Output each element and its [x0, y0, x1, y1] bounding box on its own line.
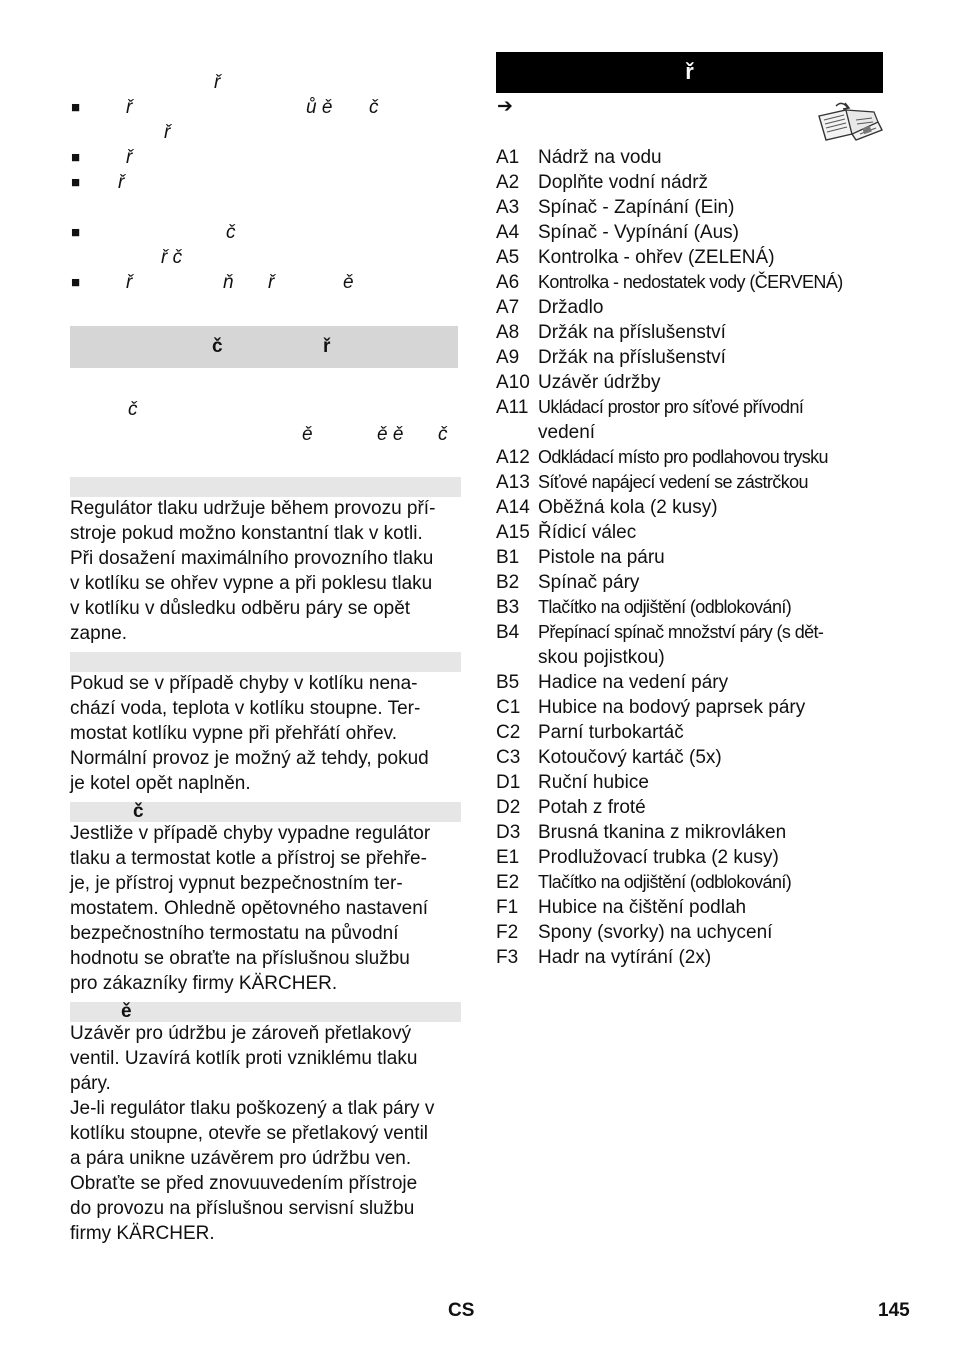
- text-fragment: ů ě: [306, 97, 333, 118]
- legend-code: E1: [496, 847, 520, 868]
- legend-description: Tlačítko na odjištění (odblokování): [538, 872, 792, 892]
- text-line: pro zákazníky firmy KÄRCHER.: [70, 973, 338, 994]
- subsection-band-label: č: [133, 801, 144, 822]
- text-line: Normální provoz je možný až tehdy, pokud: [70, 748, 429, 769]
- text-fragment: ě: [343, 272, 354, 293]
- subsection-band-safety-thermostat: [70, 802, 461, 822]
- legend-description: Hadice na vedení páry: [538, 672, 729, 693]
- text-line: mostat kotlíku vypne při přehřátí ohřev.: [70, 723, 398, 744]
- legend-code: C3: [496, 747, 521, 768]
- legend-code: A14: [496, 497, 530, 518]
- bullet-icon: ■: [71, 224, 81, 241]
- section-header-bar: [496, 52, 883, 93]
- text-fragment: č: [226, 222, 236, 243]
- text-line: a pára unikne uzávěrem pro údržbu ven.: [70, 1148, 412, 1169]
- text-fragment: ř č: [161, 247, 183, 268]
- text-line: Při dosažení maximálního provozního tlaku: [70, 548, 434, 569]
- legend-description: vedení: [538, 422, 596, 443]
- legend-description: Kotoučový kartáč (5x): [538, 747, 722, 768]
- legend-code: A1: [496, 147, 520, 168]
- text-line: do provozu na příslušnou servisní službu: [70, 1198, 415, 1219]
- legend-code: A12: [496, 447, 530, 468]
- text-line: v kotlíku se ohřev vypne a při poklesu tlaku: [70, 573, 433, 594]
- text-fragment: č: [128, 399, 138, 420]
- legend-description: Ukládací prostor pro síťové přívodní: [538, 397, 804, 417]
- pressure-regulator-paragraph: [70, 496, 465, 646]
- text-line: Obraťte se před znovuuvedením přístroje: [70, 1173, 418, 1194]
- text-fragment: ř: [126, 272, 133, 293]
- legend-description: Ruční hubice: [538, 772, 649, 793]
- text-line: Regulátor tlaku udržuje během provozu pří-: [70, 498, 436, 519]
- legend-description: Síťové napájecí vedení se zástrčkou: [538, 472, 808, 492]
- text-fragment: ě: [302, 424, 313, 445]
- text-line: kotlíku stoupne, otevře se přetlakový ventil: [70, 1123, 429, 1144]
- legend-description: Spínač - Vypínání (Aus): [538, 222, 740, 243]
- legend-code: E2: [496, 872, 520, 893]
- legend-code: B4: [496, 622, 520, 643]
- legend-description: Brusná tkanina z mikrovláken: [538, 822, 787, 843]
- legend-code: D2: [496, 797, 521, 818]
- section-heading-fragment: ř: [323, 336, 331, 357]
- text-line: ventil. Uzavírá kotlík proti vzniklému tlaku: [70, 1048, 418, 1069]
- text-line: chází voda, teplota v kotlíku stoupne. Ter-: [70, 698, 421, 719]
- legend-description: Potah z froté: [538, 797, 646, 818]
- arrow-icon: ➔: [497, 96, 513, 117]
- legend-description: Prodlužovací trubka (2 kusy): [538, 847, 779, 868]
- subsection-band-label: ě: [121, 1001, 132, 1022]
- legend-description: Pistole na páru: [538, 547, 665, 568]
- bullet-icon: ■: [71, 174, 81, 191]
- section-heading-fragment: č: [212, 336, 223, 357]
- maintenance-cap-paragraph: [70, 1021, 465, 1246]
- legend-code: A13: [496, 472, 530, 493]
- legend-description: Doplňte vodní nádrž: [538, 172, 709, 193]
- text-fragment: ň: [223, 272, 234, 293]
- legend-description: Hubice na bodový paprsek páry: [538, 697, 806, 718]
- text-line: je, je přístroj vypnut bezpečnostním ter-: [70, 873, 403, 894]
- page-number: 145: [878, 1300, 910, 1321]
- text-fragment: č: [369, 97, 379, 118]
- legend-description: Spínač páry: [538, 572, 640, 593]
- safety-thermostat-paragraph: [70, 821, 465, 996]
- legend-code: C1: [496, 697, 521, 718]
- legend-code: A11: [496, 397, 529, 418]
- text-fragment: ř: [118, 172, 125, 193]
- legend-code: D3: [496, 822, 521, 843]
- text-line: mostatem. Ohledně opětovného nastavení: [70, 898, 429, 919]
- legend-description: Oběžná kola (2 kusy): [538, 497, 718, 518]
- section-heading-band: [70, 326, 458, 368]
- legend-description: Držák na příslušenství: [538, 347, 726, 368]
- legend-code: D1: [496, 772, 521, 793]
- legend-description: Držadlo: [538, 297, 604, 318]
- text-line: Uzávěr pro údržbu je zároveň přetlakový: [70, 1023, 412, 1044]
- legend-code: A10: [496, 372, 530, 393]
- text-line: je kotel opět naplněn.: [70, 773, 251, 794]
- thermostat-paragraph: [70, 671, 465, 796]
- text-line: stroje pokud možno konstantní tlak v kotli.: [70, 523, 423, 544]
- legend-code: A15: [496, 522, 530, 543]
- language-code: CS: [448, 1300, 475, 1321]
- legend-description: Parní turbokartáč: [538, 722, 684, 743]
- text-line: Jestliže v případě chyby vypadne regulátor: [70, 823, 431, 844]
- legend-description: Hubice na čištění podlah: [538, 897, 747, 918]
- legend-description: Odkládací místo pro podlahovou trysku: [538, 447, 828, 467]
- legend-code: B2: [496, 572, 520, 593]
- legend-code: A3: [496, 197, 520, 218]
- text-line: tlaku a termostat kotle a přístroj se přehře-: [70, 848, 427, 869]
- legend-description: Tlačítko na odjištění (odblokování): [538, 597, 792, 617]
- text-line: firmy KÄRCHER.: [70, 1223, 215, 1244]
- text-line: v kotlíku v důsledku odběru páry se opět: [70, 598, 411, 619]
- subsection-band-maintenance-cap: [70, 1002, 461, 1022]
- legend-description: Kontrolka - ohřev (ZELENÁ): [538, 247, 775, 268]
- legend-code: C2: [496, 722, 521, 743]
- bullet-icon: ■: [71, 149, 81, 166]
- section-header-title: ř: [685, 59, 694, 84]
- legend-description: Spínač - Zapínání (Ein): [538, 197, 735, 218]
- open-manual-icon: [816, 100, 884, 142]
- text-line: páry.: [70, 1073, 111, 1094]
- text-fragment: ř: [214, 72, 221, 93]
- legend-description: Držák na příslušenství: [538, 322, 726, 343]
- text-line: bezpečnostního termostatu na původní: [70, 923, 399, 944]
- legend-description: Uzávěr údržby: [538, 372, 661, 393]
- legend-description: Hadr na vytírání (2x): [538, 947, 712, 968]
- text-line: hodnotu se obraťte na příslušnou službu: [70, 948, 410, 969]
- bullet-icon: ■: [71, 274, 81, 291]
- legend-code: F3: [496, 947, 519, 968]
- legend-code: A4: [496, 222, 520, 243]
- text-fragment: ě ě: [377, 424, 404, 445]
- legend-description: Nádrž na vodu: [538, 147, 662, 168]
- text-line: Pokud se v případě chyby v kotlíku nena-: [70, 673, 418, 694]
- legend-description: Spony (svorky) na uchycení: [538, 922, 773, 943]
- legend-code: F2: [496, 922, 519, 943]
- bullet-icon: ■: [71, 99, 81, 116]
- legend-description: Kontrolka - nedostatek vody (ČERVENÁ): [538, 272, 843, 292]
- legend-code: A2: [496, 172, 520, 193]
- text-fragment: č: [438, 424, 448, 445]
- legend-code: B5: [496, 672, 520, 693]
- legend-code: F1: [496, 897, 519, 918]
- legend-code: A8: [496, 322, 520, 343]
- legend-description: Řídicí válec: [538, 522, 637, 543]
- legend-description: skou pojistkou): [538, 647, 665, 668]
- text-line: Je-li regulátor tlaku poškozený a tlak páry v: [70, 1098, 435, 1119]
- legend-code: B1: [496, 547, 520, 568]
- subsection-band-pressure-regulator: [70, 477, 461, 497]
- text-fragment: ř: [164, 122, 171, 143]
- legend-code: A6: [496, 272, 520, 293]
- legend-code: A9: [496, 347, 520, 368]
- legend-code: B3: [496, 597, 520, 618]
- legend-description: Přepínací spínač množství páry (s dět-: [538, 622, 824, 642]
- text-fragment: ř: [126, 147, 133, 168]
- text-line: zapne.: [70, 623, 128, 644]
- subsection-band-thermostat: [70, 652, 461, 672]
- text-fragment: ř: [126, 97, 133, 118]
- legend-code: A7: [496, 297, 520, 318]
- text-fragment: ř: [268, 272, 275, 293]
- legend-code: A5: [496, 247, 520, 268]
